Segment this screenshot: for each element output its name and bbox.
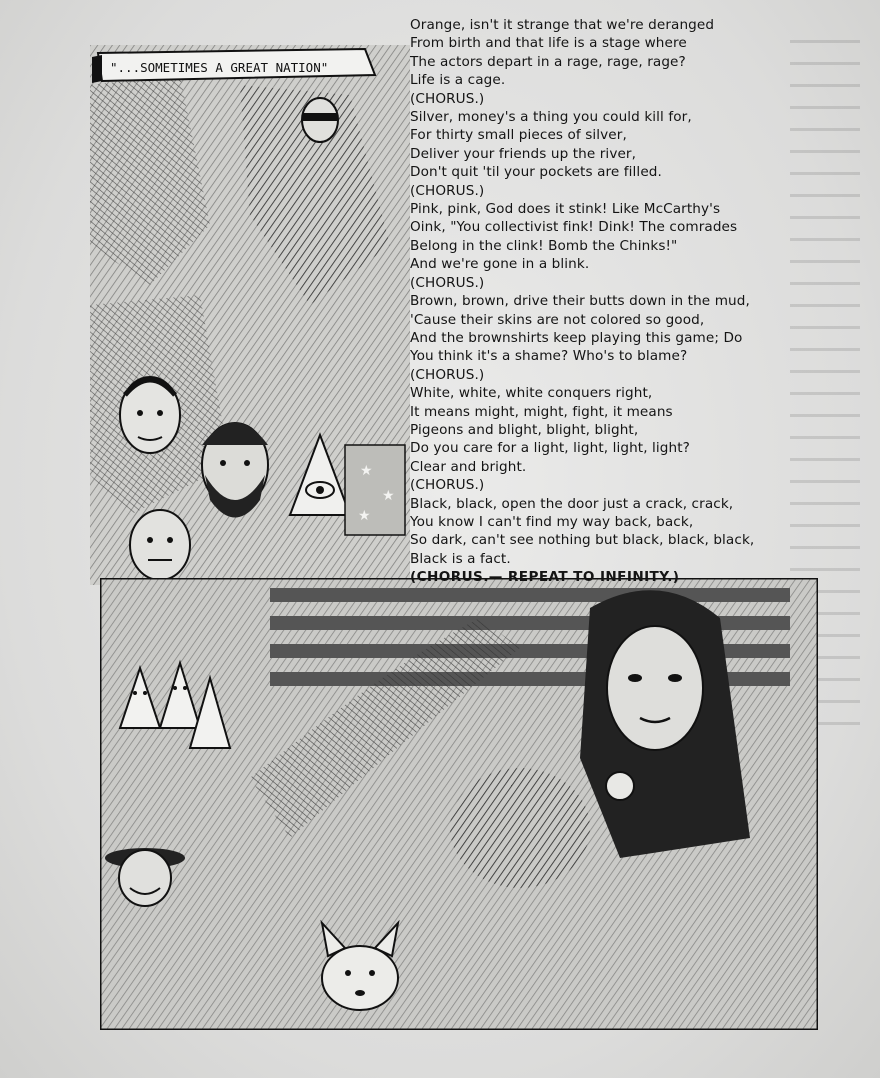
coin-icon: [606, 772, 634, 800]
face-man-bottom: [130, 510, 190, 580]
svg-text:★: ★: [382, 488, 395, 504]
lyric-line: Pink, pink, God does it stink! Like McCarthy's: [410, 201, 721, 218]
illustration-collage-top: [90, 45, 410, 585]
lyric-line: Life is a cage.: [410, 72, 506, 89]
lyric-line: The actors depart in a rage, rage, rage?: [410, 53, 686, 70]
face-top-figure: [302, 98, 338, 142]
lyric-line: You know I can't find my way back, back,: [410, 513, 694, 530]
chorus-marker: (CHORUS.): [410, 274, 485, 291]
chorus-marker: (CHORUS.— REPEAT TO INFINITY.): [410, 569, 680, 586]
lyric-line: Deliver your friends up the river,: [410, 145, 637, 162]
lyrics-text: [410, 16, 830, 587]
lyric-line: Black, black, open the door just a crack, crack,: [410, 495, 734, 512]
lyric-line: You think it's a shame? Who's to blame?: [410, 348, 688, 365]
lyric-line: Orange, isn't it strange that we're deranged: [410, 17, 715, 33]
lyric-line: Do you care for a light, light, light, light?: [410, 440, 690, 457]
lyric-line: Black is a fact.: [410, 550, 511, 567]
lyric-line: And the brownshirts keep playing this game; Do: [410, 329, 743, 346]
lyric-line: Don't quit 'til your pockets are filled.: [410, 164, 662, 181]
lyric-line: From birth and that life is a stage where: [410, 35, 687, 52]
lyric-line: Silver, money's a thing you could kill for,: [410, 109, 692, 126]
lyric-line: Oink, "You collectivist fink! Dink! The comrades: [410, 219, 738, 236]
lyric-line: Belong in the clink! Bomb the Chinks!": [410, 237, 678, 254]
lyric-line: It means might, might, fight, it means: [410, 403, 673, 420]
svg-text:★: ★: [358, 508, 371, 524]
chorus-marker: (CHORUS.): [410, 477, 485, 494]
lyric-line: 'Cause their skins are not colored so good,: [410, 311, 705, 328]
american-flag-icon: [345, 445, 405, 535]
illustration-collage-bottom: [100, 578, 818, 1030]
face-man-left: [120, 377, 180, 453]
lyric-line: And we're gone in a blink.: [410, 256, 590, 273]
chorus-marker: (CHORUS.): [410, 90, 485, 107]
lyric-line: Brown, brown, drive their butts down in the mud,: [410, 293, 750, 310]
lyric-line: White, white, white conquers right,: [410, 385, 653, 402]
lyric-line: So dark, can't see nothing but black, black, black,: [410, 532, 755, 549]
banner-text: "...SOMETIMES A GREAT NATION": [110, 60, 329, 75]
lyric-line: For thirty small pieces of silver,: [410, 127, 627, 144]
lyric-line: Clear and bright.: [410, 458, 527, 475]
lyric-line: Pigeons and blight, blight, blight,: [410, 421, 639, 438]
svg-text:★: ★: [360, 463, 373, 479]
chorus-marker: (CHORUS.): [410, 366, 485, 383]
chorus-marker: (CHORUS.): [410, 182, 485, 199]
